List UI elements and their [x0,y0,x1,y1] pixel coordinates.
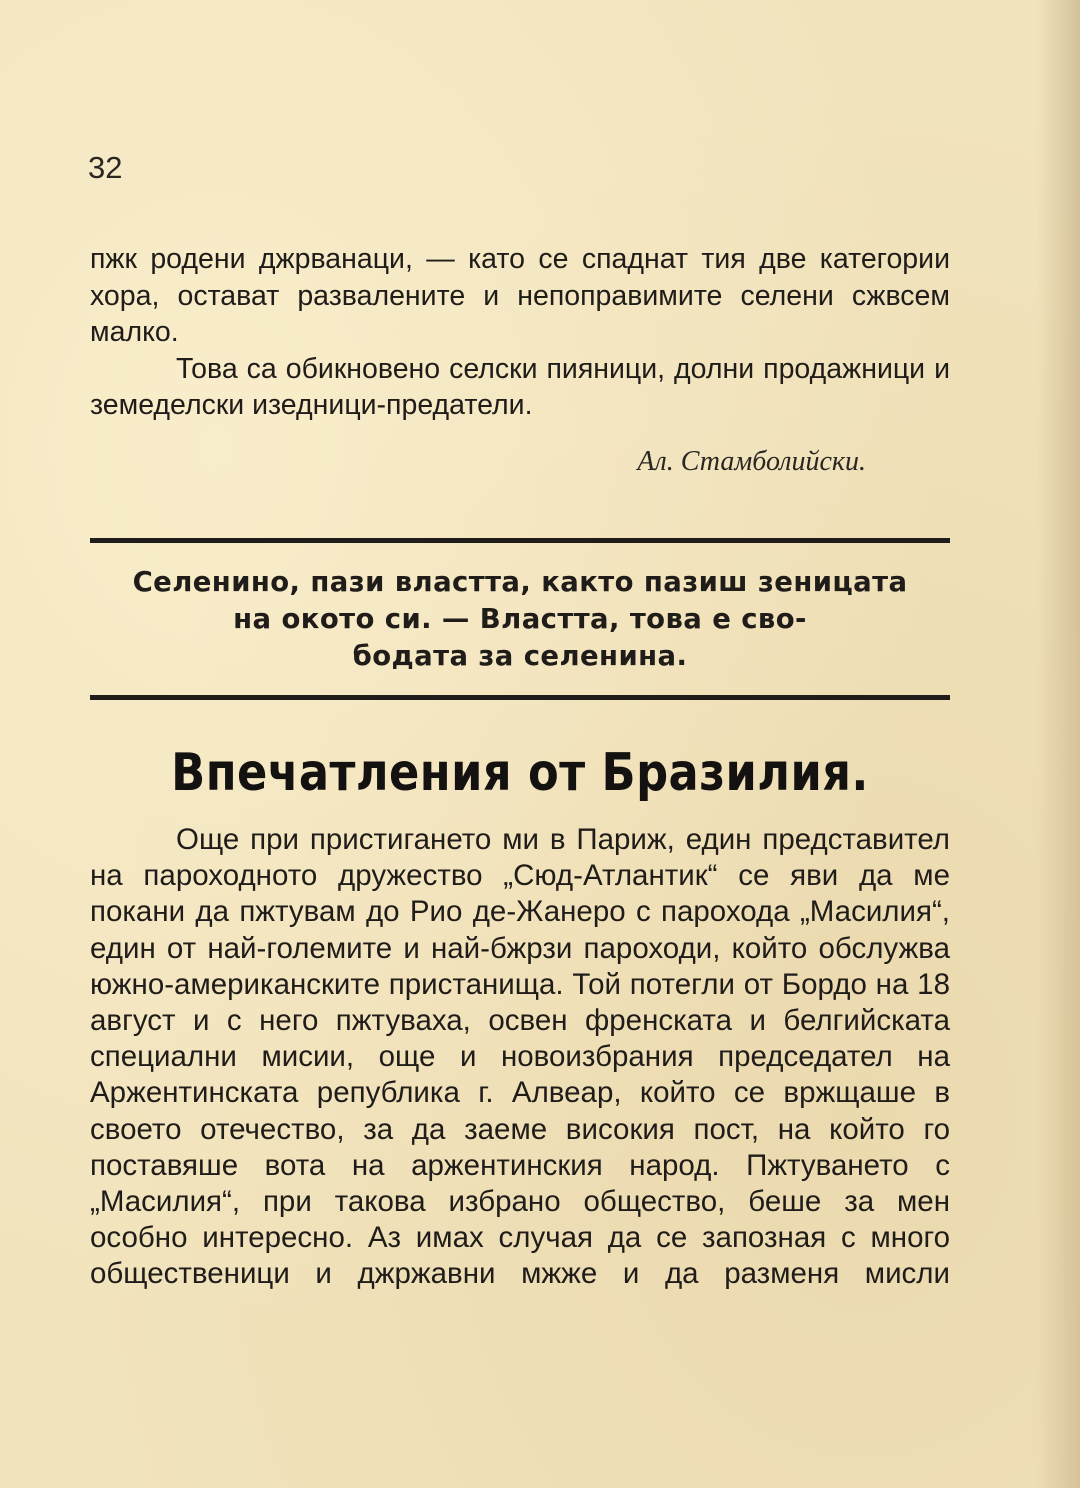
continuation-paragraph-1: пжк родени джрванаци, — като се спаднат тия две категории хора, остават развалените и непоправимите селени сжвсем малко. [90,243,950,348]
article-paragraph-1: Още при пристигането ми в Париж, един представител на пароходното дружество „Сюд-Атлантик“ се яви да ме покани да пжтувам до Рио де-Жанеро с парохода „Масилия“, един от най-големите и най-бжрзи пароходи, който обслужва южно-американските пристанища. Той потегли от Бордо на 18 август и с него пжтуваха, освен френската и белгийската специални мисии, още и новоизбрания председател на Аржентинската република г. Алвеар, който се вржщаше в своето отечество, за да заеме високия пост, на който го поставяше вота на аржентинския народ. Пжтуването с „Масилия“, при такова избрано общество, беше за мен особно интересно. Аз имах случая да се запозная с много общественици и джржавни мжже и да разменя мисли [90,823,950,1291]
article-body [90,822,950,1293]
top-divider-rule [90,538,950,543]
bottom-divider-rule [90,695,950,700]
page-number: 32 [88,150,123,185]
author-signature: Ал. Стамболийски. [637,446,866,477]
motto-line-2: на окото си. — Властта, това е сво- [233,603,807,635]
continuation-text [90,241,950,424]
motto-line-1: Селенино, пази властта, както пазиш зеницата [132,566,908,598]
article-title: Впечатления от Бразилия. [171,743,869,803]
motto-line-3: бодата за селенина. [352,640,688,672]
motto-box [88,564,952,675]
continuation-paragraph-2: Това са обикновено селски пияници, долни продажници и земеделски изедници-предатели. [90,352,950,421]
